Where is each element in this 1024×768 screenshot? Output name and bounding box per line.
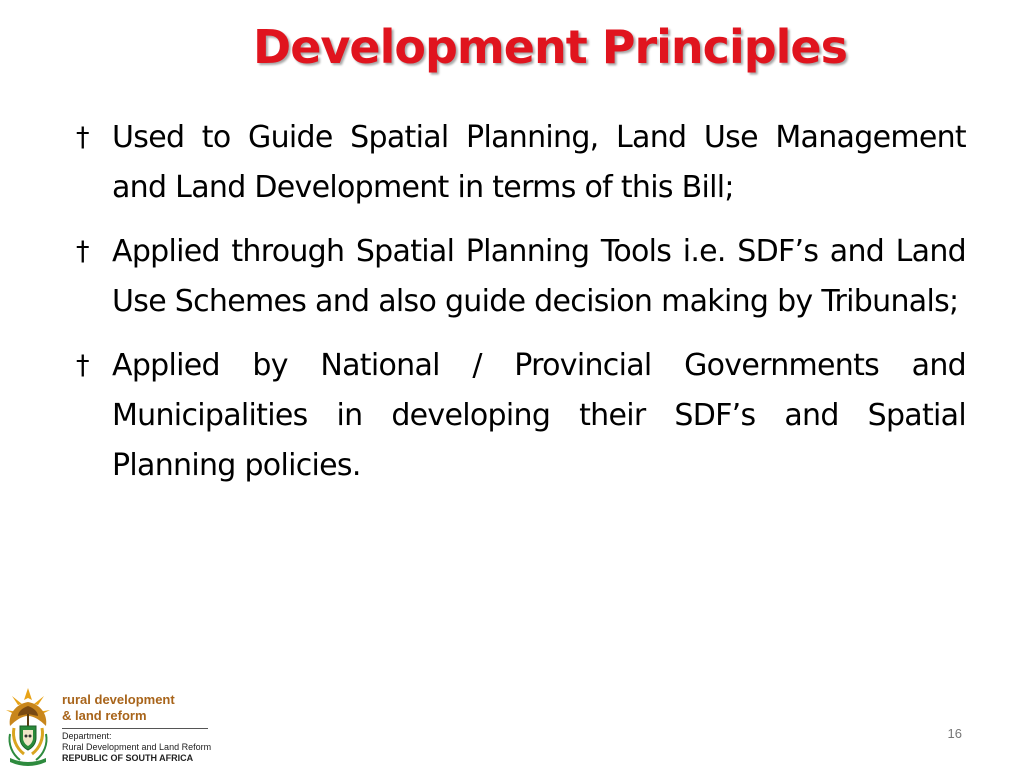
brand-divider — [62, 728, 208, 729]
slide-title: Development Principles — [253, 20, 847, 74]
bullet-text: Applied through Spatial Planning Tools i.e. SDF’s and Land Use Schemes and also guide decision making by Tribunals; — [112, 234, 966, 319]
bullet-text: Applied by National / Provincial Governments and Municipalities in developing their SDF’s and Spatial Planning policies. — [112, 348, 966, 483]
bullet-text: Used to Guide Spatial Planning, Land Use Management and Land Development in terms of this Bill; — [112, 120, 966, 205]
department-label: Department: — [62, 731, 112, 741]
dagger-bullet-icon: † — [76, 350, 90, 381]
dagger-bullet-icon: † — [76, 236, 90, 267]
department-name: Rural Development and Land Reform — [62, 742, 212, 752]
bullet-item — [76, 113, 966, 213]
dagger-bullet-icon: † — [76, 122, 90, 153]
bullet-item — [76, 341, 966, 491]
brand-line-1: rural development — [62, 692, 175, 707]
brand-line-2: & land reform — [62, 708, 147, 723]
page-number: 16 — [947, 726, 962, 741]
bullet-item — [76, 227, 966, 327]
brand-name — [62, 692, 175, 724]
department-logo — [0, 684, 230, 768]
bullet-list — [76, 113, 966, 505]
coat-of-arms-icon — [2, 686, 54, 768]
country-name: REPUBLIC OF SOUTH AFRICA — [62, 753, 194, 763]
department-info — [62, 731, 211, 764]
